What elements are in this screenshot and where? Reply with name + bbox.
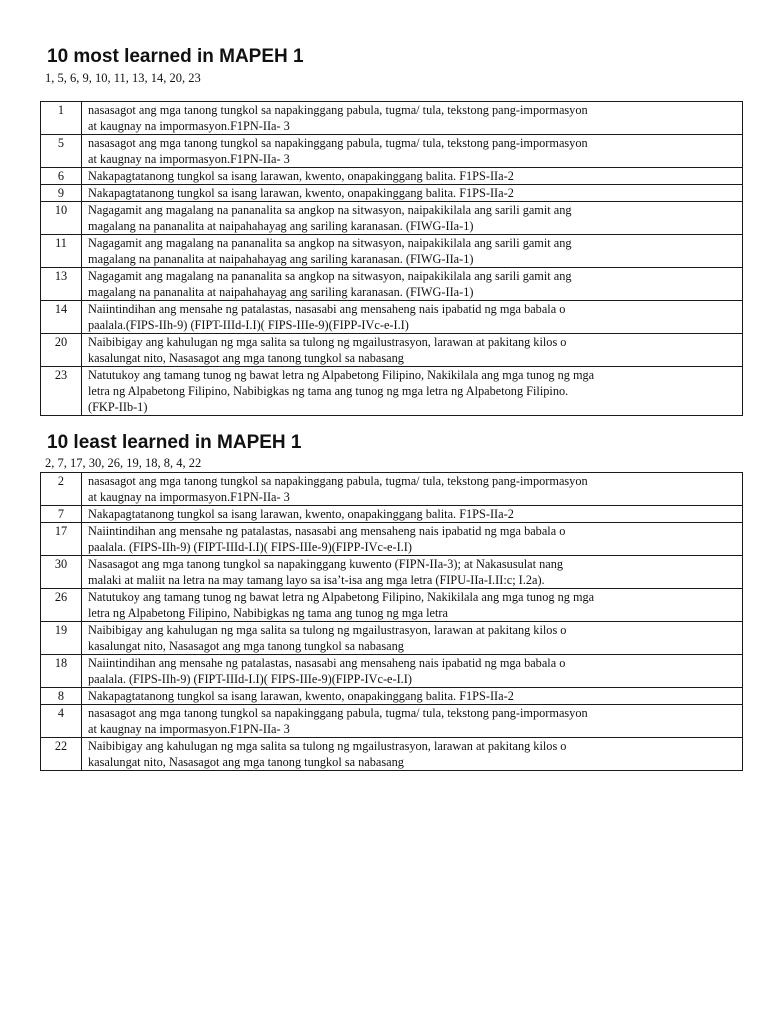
- competency-line: letra ng Alpabetong Filipino, Nabibigkas ng tama ang tunog ng mga letra: [88, 606, 448, 620]
- competency-line: letra ng Alpabetong Filipino, Nabibigkas ng tama ang tunog ng mga letra ng Alpabetong Filipino.: [88, 384, 569, 398]
- competency-line: (FKP-IIb-1): [88, 400, 148, 414]
- table-row: [41, 102, 743, 135]
- most-learned-table: [40, 101, 743, 416]
- table-row: [41, 556, 743, 589]
- competency-line: paalala. (FIPS-IIh-9) (FIPT-IIId-I.I)( FIPS-IIIe-9)(FIPP-IVc-e-I.I): [88, 672, 412, 686]
- item-number: 26: [41, 589, 82, 622]
- item-number: 14: [41, 301, 82, 334]
- competency-description: [82, 367, 743, 416]
- competency-line: Nasasagot ang mga tanong tungkol sa napakinggang kuwento (FIPN-IIa-3); at Nakasusulat nang: [88, 557, 564, 571]
- item-number: 5: [41, 135, 82, 168]
- least-learned-title: 10 least learned in MAPEH 1: [47, 432, 302, 453]
- competency-line: magalang na pananalita at naipahahayag ang sariling karanasan. (FIWG-IIa-1): [88, 219, 474, 233]
- competency-line: Natutukoy ang tamang tunog ng bawat letra ng Alpabetong Filipino, Nakikilala ang mga tunog ng mga: [88, 368, 595, 382]
- competency-line: Nagagamit ang magalang na pananalita sa angkop na sitwasyon, naipakikilala ang sarili gamit ang: [88, 203, 572, 217]
- item-number: 6: [41, 168, 82, 185]
- item-number: 11: [41, 235, 82, 268]
- item-number: 9: [41, 185, 82, 202]
- competency-line: Naibibigay ang kahulugan ng mga salita sa tulong ng mgailustrasyon, larawan at pakitang kilos o: [88, 623, 567, 637]
- competency-line: at kaugnay na impormasyon.F1PN-IIa- 3: [88, 722, 290, 736]
- item-number: 8: [41, 688, 82, 705]
- competency-description: [82, 523, 743, 556]
- least-learned-table-body: [41, 473, 743, 771]
- table-row: [41, 168, 743, 185]
- competency-line: Nakapagtatanong tungkol sa isang larawan, kwento, onapakinggang balita. F1PS-IIa-2: [88, 689, 514, 703]
- competency-description: [82, 589, 743, 622]
- table-row: [41, 301, 743, 334]
- competency-line: Natutukoy ang tamang tunog ng bawat letra ng Alpabetong Filipino, Nakikilala ang mga tunog ng mga: [88, 590, 595, 604]
- competency-line: nasasagot ang mga tanong tungkol sa napakinggang pabula, tugma/ tula, tekstong pang-impormasyon: [88, 136, 588, 150]
- table-row: [41, 705, 743, 738]
- competency-line: kasalungat nito, Nasasagot ang mga tanong tungkol sa nabasang: [88, 755, 404, 769]
- competency-description: [82, 334, 743, 367]
- competency-description: [82, 185, 743, 202]
- competency-line: paalala.(FIPS-IIh-9) (FIPT-IIId-I.I)( FIPS-IIIe-9)(FIPP-IVc-e-I.I): [88, 318, 409, 332]
- item-number: 22: [41, 738, 82, 771]
- competency-description: [82, 622, 743, 655]
- least-learned-item-list: 2, 7, 17, 30, 26, 19, 18, 8, 4, 22: [45, 456, 202, 470]
- item-number: 2: [41, 473, 82, 506]
- competency-line: malaki at maliit na letra na may tamang layo sa isa’t-isa ang mga letra (FIPU-IIa-I.II:c; I.2a).: [88, 573, 545, 587]
- competency-line: Naiintindihan ang mensahe ng patalastas, nasasabi ang mensaheng nais ipabatid ng mga babala o: [88, 656, 566, 670]
- table-row: [41, 185, 743, 202]
- table-row: [41, 473, 743, 506]
- most-learned-table-body: [41, 102, 743, 416]
- competency-line: Naiintindihan ang mensahe ng patalastas, nasasabi ang mensaheng nais ipabatid ng mga babala o: [88, 524, 566, 538]
- competency-line: Nagagamit ang magalang na pananalita sa angkop na sitwasyon, naipakikilala ang sarili gamit ang: [88, 269, 572, 283]
- competency-line: kasalungat nito, Nasasagot ang mga tanong tungkol sa nabasang: [88, 639, 404, 653]
- competency-description: [82, 655, 743, 688]
- table-row: [41, 688, 743, 705]
- table-row: [41, 622, 743, 655]
- item-number: 13: [41, 268, 82, 301]
- competency-line: Naibibigay ang kahulugan ng mga salita sa tulong ng mgailustrasyon, larawan at pakitang kilos o: [88, 739, 567, 753]
- table-row: [41, 506, 743, 523]
- competency-line: Naibibigay ang kahulugan ng mga salita sa tulong ng mgailustrasyon, larawan at pakitang kilos o: [88, 335, 567, 349]
- table-row: [41, 523, 743, 556]
- table-row: [41, 135, 743, 168]
- competency-description: [82, 473, 743, 506]
- item-number: 7: [41, 506, 82, 523]
- competency-description: [82, 268, 743, 301]
- competency-line: kasalungat nito, Nasasagot ang mga tanong tungkol sa nabasang: [88, 351, 404, 365]
- table-row: [41, 367, 743, 416]
- item-number: 19: [41, 622, 82, 655]
- table-row: [41, 202, 743, 235]
- competency-description: [82, 135, 743, 168]
- competency-description: [82, 202, 743, 235]
- competency-line: Nagagamit ang magalang na pananalita sa angkop na sitwasyon, naipakikilala ang sarili gamit ang: [88, 236, 572, 250]
- table-row: [41, 334, 743, 367]
- item-number: 23: [41, 367, 82, 416]
- competency-line: Naiintindihan ang mensahe ng patalastas, nasasabi ang mensaheng nais ipabatid ng mga babala o: [88, 302, 566, 316]
- competency-description: [82, 738, 743, 771]
- competency-description: [82, 506, 743, 523]
- competency-description: [82, 301, 743, 334]
- item-number: 18: [41, 655, 82, 688]
- item-number: 1: [41, 102, 82, 135]
- competency-description: [82, 102, 743, 135]
- competency-line: nasasagot ang mga tanong tungkol sa napakinggang pabula, tugma/ tula, tekstong pang-impormasyon: [88, 706, 588, 720]
- table-row: [41, 235, 743, 268]
- item-number: 30: [41, 556, 82, 589]
- competency-line: Nakapagtatanong tungkol sa isang larawan, kwento, onapakinggang balita. F1PS-IIa-2: [88, 507, 514, 521]
- competency-line: Nakapagtatanong tungkol sa isang larawan, kwento, onapakinggang balita. F1PS-IIa-2: [88, 186, 514, 200]
- competency-description: [82, 168, 743, 185]
- competency-line: magalang na pananalita at naipahahayag ang sariling karanasan. (FIWG-IIa-1): [88, 285, 474, 299]
- item-number: 10: [41, 202, 82, 235]
- item-number: 17: [41, 523, 82, 556]
- competency-description: [82, 235, 743, 268]
- competency-description: [82, 705, 743, 738]
- table-row: [41, 268, 743, 301]
- competency-line: nasasagot ang mga tanong tungkol sa napakinggang pabula, tugma/ tula, tekstong pang-impormasyon: [88, 103, 588, 117]
- table-row: [41, 738, 743, 771]
- competency-line: at kaugnay na impormasyon.F1PN-IIa- 3: [88, 119, 290, 133]
- competency-line: nasasagot ang mga tanong tungkol sa napakinggang pabula, tugma/ tula, tekstong pang-impormasyon: [88, 474, 588, 488]
- competency-line: Nakapagtatanong tungkol sa isang larawan, kwento, onapakinggang balita. F1PS-IIa-2: [88, 169, 514, 183]
- item-number: 20: [41, 334, 82, 367]
- competency-description: [82, 556, 743, 589]
- competency-line: at kaugnay na impormasyon.F1PN-IIa- 3: [88, 490, 290, 504]
- competency-line: magalang na pananalita at naipahahayag ang sariling karanasan. (FIWG-IIa-1): [88, 252, 474, 266]
- table-row: [41, 655, 743, 688]
- competency-line: at kaugnay na impormasyon.F1PN-IIa- 3: [88, 152, 290, 166]
- item-number: 4: [41, 705, 82, 738]
- most-learned-title: 10 most learned in MAPEH 1: [47, 46, 304, 67]
- competency-description: [82, 688, 743, 705]
- table-row: [41, 589, 743, 622]
- competency-line: paalala. (FIPS-IIh-9) (FIPT-IIId-I.I)( FIPS-IIIe-9)(FIPP-IVc-e-I.I): [88, 540, 412, 554]
- most-learned-item-list: 1, 5, 6, 9, 10, 11, 13, 14, 20, 23: [45, 71, 201, 85]
- least-learned-table: [40, 472, 743, 771]
